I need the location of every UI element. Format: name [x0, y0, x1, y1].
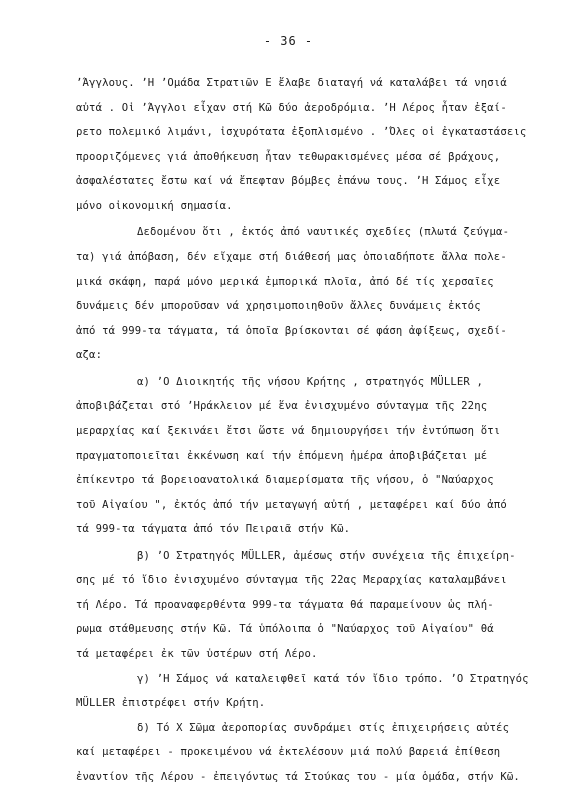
page-number: - 36 -: [263, 34, 314, 48]
text-line: ἀπό τά 999-τα τάγματα, τά ὁποῖα βρίσκονται σέ φάση ἀφίξεως, σχεδί-: [76, 324, 507, 337]
text-line: ἀσφαλέστατες ἔστω καί νά ἔπεφταν βόμβες ἐπάνω τους. ʼΗ Σάμος εἶχε: [76, 175, 501, 188]
text-line: β) ʼΟ Στρατηγός MÜLLER, ἀμέσως στήν συνέχεια τῆς ἐπιχείρη-: [137, 549, 516, 562]
text-line: ρωμα στάθμευσης στήν Κῶ. Τά ὑπόλοιπα ὁ "Ναύαρχος τοῦ Αἰγαίου" θά: [76, 623, 494, 636]
text-line: τα) γιά ἀπόβαση, δέν εἴχαμε στή διάθεσή μας ὁποιαδήποτε ἄλλα πολε-: [76, 250, 507, 263]
text-line: αζα:: [76, 349, 103, 362]
text-line: ρετο πολεμικό λιμάνι, ἰσχυρότατα ἐξοπλισμένο . ʼΌλες οἱ ἐγκαταστάσεις: [76, 126, 527, 139]
text-line: ʼΆγγλους. ʼΗ ʼΟμάδα Στρατιῶν Ε ἔλαβε διαταγή νά καταλάβει τά νησιά: [76, 77, 507, 89]
text-line: μόνο οἰκονομική σημασία.: [76, 199, 233, 212]
text-line: ἐπίκεντρο τά βορειοανατολικά διαμερίσματα τῆς νήσου, ὁ "Ναύαρχος: [76, 474, 494, 487]
text-line: τά μεταφέρει ἐκ τῶν ὑστέρων στή Λέρο.: [76, 648, 318, 661]
text-line: ἐναντίον τῆς Λέρου - ἐπειγόντως τά Στούκας του - μία ὁμάδα, στήν Κῶ.: [76, 771, 520, 783]
text-line: γ) ʼΗ Σάμος νά καταλειφθεῖ κατά τόν ἴδιο τρόπο. ʼΟ Στρατηγός: [137, 672, 529, 685]
text-line: MÜLLER ἐπιστρέφει στήν Κρήτη.: [76, 697, 266, 710]
text-line: τά 999-τα τάγματα ἀπό τόν Πειραιᾶ στήν Κῶ.: [76, 523, 351, 536]
text-line: Δεδομένου ὅτι , ἐκτός ἀπό ναυτικές σχεδίες (πλωτά ζεύγμα-: [137, 226, 510, 239]
text-line: πραγματοποιεῖται ἐκκένωση καί τήν ἑπόμενη ἡμέρα ἀποβιβάζεται μέ: [76, 449, 488, 462]
text-line: αὐτά . Οἱ ʼΆγγλοι εἶχαν στή Κῶ δύο ἀεροδρόμια. ʼΗ Λέρος ἦταν ἐξαί-: [76, 101, 507, 114]
text-line: μεραρχίας καί ξεκινάει ἔτσι ὥστε νά δημιουργήσει τήν ἐντύπωση ὅτι: [76, 424, 501, 437]
text-line: μικά σκάφη, παρά μόνο μερικά ἐμπορικά πλοῖα, ἀπό δέ τίς χερσαῖες: [76, 275, 494, 288]
text-line: α) ʼΟ Διοικητής τῆς νήσου Κρήτης , στρατηγός MÜLLER ,: [137, 375, 483, 388]
text-line: σης μέ τό ἴδιο ἐνισχυμένο σύνταγμα τῆς 22ας Μεραρχίας καταλαμβάνει: [76, 574, 507, 587]
text-line: τή Λέρο. Τά προαναφερθέντα 999-τα τάγματα θά παραμείνουν ὡς πλή-: [76, 598, 494, 611]
text-line: δ) Τό Χ Σῶμα ἀεροπορίας συνδράμει στίς ἐπιχειρήσεις αὐτές: [137, 721, 510, 734]
text-line: προοριζόμενες γιά ἀποθήκευση ἦταν τεθωρακισμένες μέσα σέ βράχους,: [76, 150, 501, 163]
text-line: τοῦ Αἰγαίου ", ἐκτός ἀπό τήν μεταγωγή αὐτή , μεταφέρει καί δύο ἀπό: [76, 498, 507, 511]
text-line: ἀποβιβάζεται στό ʼΗράκλειον μέ ἕνα ἐνισχυμένο σύνταγμα τῆς 22ης: [76, 400, 488, 413]
text-line: καί μεταφέρει - προκειμένου νά ἐκτελέσουν μιά πολύ βαρειά ἐπίθεση: [76, 746, 501, 759]
text-line: δυνάμεις δέν μποροῦσαν νά χρησιμοποιηθοῦν ἄλλες δυνάμεις ἐκτός: [76, 300, 481, 313]
